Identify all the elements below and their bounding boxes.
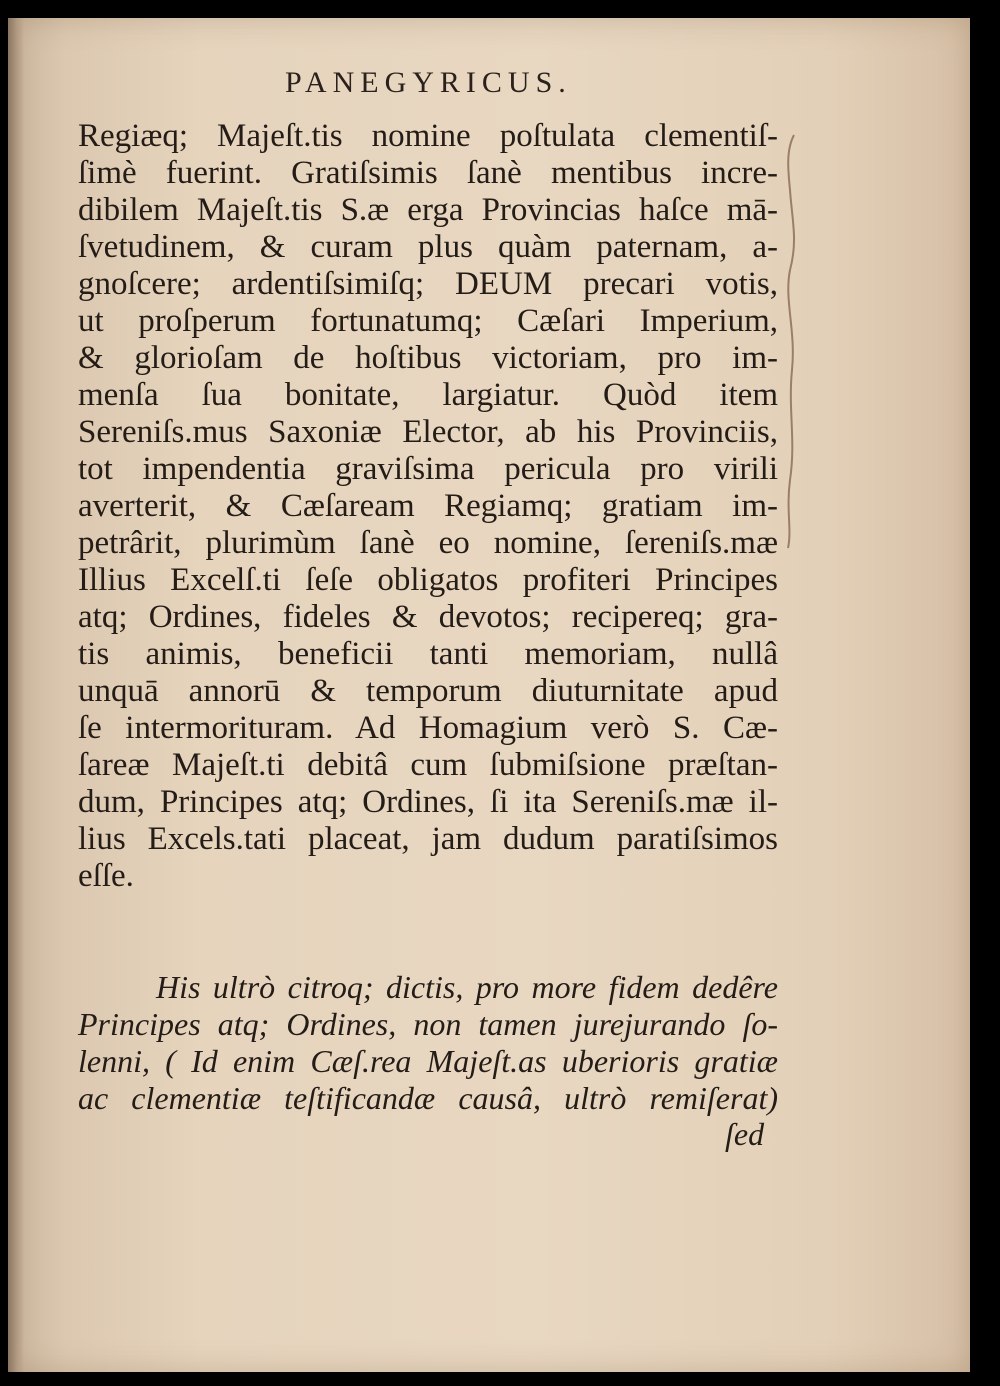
text-line: atq; Ordines, fideles & devotos; recipereq; gra-: [78, 599, 778, 635]
text-line: gnoſcere; ardentiſsimiſq; DEUM precari votis,: [78, 266, 778, 302]
catchword: ſed: [725, 1116, 765, 1152]
text-line: ut proſperum fortunatumq; Cæſari Imperium,: [78, 303, 778, 339]
text-line: dibilem Majeſt.tis S.æ erga Provincias haſce mā-: [78, 192, 778, 228]
running-title: PANEGYRICUS.: [285, 66, 572, 99]
text-line: averterit, & Cæſaream Regiamq; gratiam im-: [78, 488, 778, 524]
italic-line: His ultrò citroq; dictis, pro more fidem dedêre: [156, 969, 778, 1005]
italic-line: lenni, ( Id enim Cæſ.rea Majeſt.as uberioris gratiæ: [78, 1043, 778, 1079]
text-line: & glorioſam de hoſtibus victoriam, pro im-: [78, 340, 778, 376]
text-line: eſſe.: [78, 858, 134, 894]
text-line: unquā annorū & temporum diuturnitate apud: [78, 673, 778, 709]
italic-line: ac clementiæ teſtificandæ causâ, ultrò remiſerat): [78, 1080, 778, 1116]
text-line: Regiæq; Majeſt.tis nomine poſtulata clementiſ-: [78, 118, 778, 154]
text-line: ſareæ Majeſt.ti debitâ cum ſubmiſsione præſtan-: [78, 747, 778, 783]
body-text: [78, 118, 778, 895]
text-line: ſvetudinem, & curam plus quàm paternam, a-: [78, 229, 778, 265]
text-line: tis animis, beneficii tanti memoriam, nullâ: [78, 636, 778, 672]
italic-line: Principes atq; Ordines, non tamen jurejurando ſo-: [78, 1006, 778, 1042]
text-line: menſa ſua bonitate, largiatur. Quòd item: [78, 377, 778, 413]
text-line: Illius Excelſ.ti ſeſe obligatos profiteri Principes: [78, 562, 778, 598]
italic-paragraph: [78, 969, 778, 1117]
text-line: dum, Principes atq; Ordines, ſi ita Sereniſs.mæ il-: [78, 784, 778, 820]
text-line: petrârit, plurimùm ſanè eo nomine, ſereniſs.mæ: [78, 525, 778, 561]
margin-bracket-mark: [776, 130, 806, 550]
text-line: lius Excels.tati placeat, jam dudum paratiſsimos: [78, 821, 778, 857]
text-line: ſimè fuerint. Gratiſsimis ſanè mentibus incre-: [78, 155, 778, 191]
text-line: ſe intermorituram. Ad Homagium verò S. Cæ-: [78, 710, 778, 746]
text-line: tot impendentia graviſsima pericula pro virili: [78, 451, 778, 487]
page-gutter: [8, 18, 24, 1372]
text-line: Sereniſs.mus Saxoniæ Elector, ab his Provinciis,: [78, 414, 778, 450]
